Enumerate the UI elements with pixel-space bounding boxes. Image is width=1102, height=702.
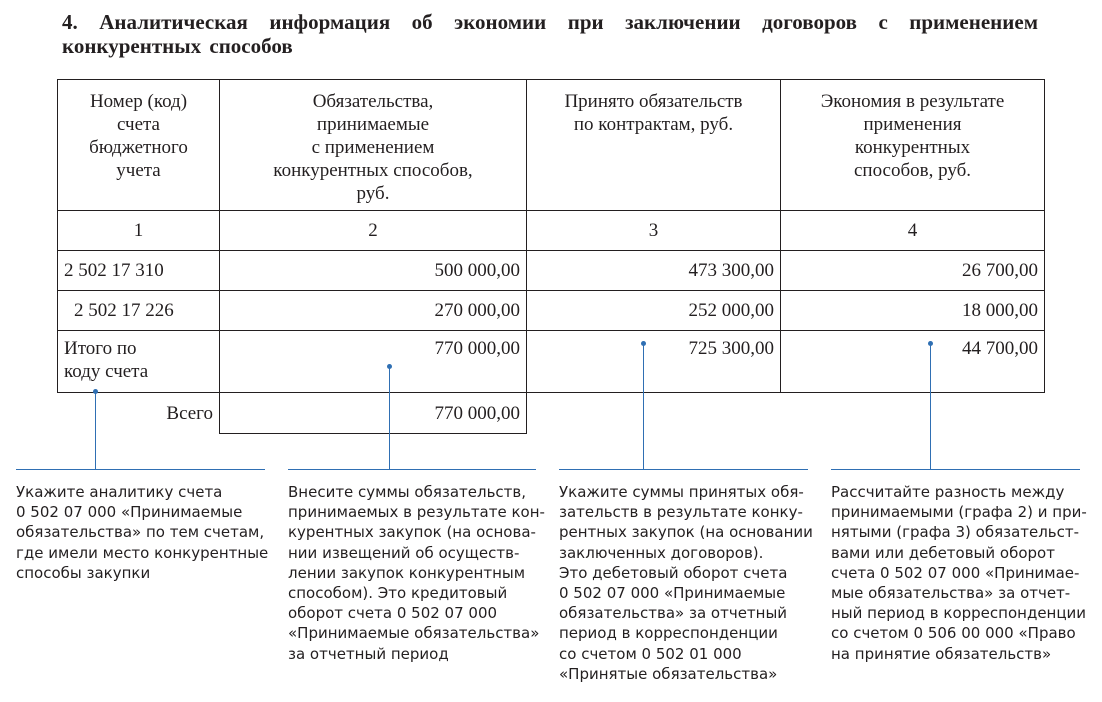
callout-line-1 [95, 391, 96, 470]
grand-total-row [58, 393, 1045, 434]
note-obligations: Внесите суммы обязательств, принимаемых в результате кон- курентных закупок (на основа- нии извещений об осуществ- лении закупок конкурентным способом). Это кредитовый оборот счета 0 502 07 000 «Принимаемые обязательства» за отчетный период [288, 483, 545, 663]
callout-line-2 [389, 366, 390, 470]
column-number: 2 [220, 211, 527, 251]
note-accepted: Укажите суммы принятых обя- зательств в результате конку- рентных закупок (на основании заключенных договоров). Это дебетовый оборот счета 0 502 07 000 «Принимаемые обязательства» за отчетный период в корреспонденции со счетом 0 502 01 000 «Принятые обязательства» [559, 483, 813, 683]
empty-cell [781, 393, 1045, 434]
accepted-cell: 473 300,00 [527, 251, 781, 291]
grand-total-obligations: 770 000,00 [220, 393, 527, 434]
empty-cell [527, 393, 781, 434]
callout-rule-4 [831, 469, 1080, 470]
header-obligations: Обязательства, принимаемые с применением конкурентных способов, руб. [220, 80, 527, 211]
column-number: 1 [58, 211, 220, 251]
subtotal-label: Итого по коду счета [58, 331, 220, 393]
header-account-code: Номер (код) счета бюджетного учета [58, 80, 220, 211]
header-accepted: Принято обязательств по контрактам, руб. [527, 80, 781, 211]
obligations-cell: 270 000,00 [220, 291, 527, 331]
table-row [58, 291, 1045, 331]
callout-rule-3 [559, 469, 808, 470]
header-savings: Экономия в результате применения конкурентных способов, руб. [781, 80, 1045, 211]
subtotal-accepted: 725 300,00 [527, 331, 781, 393]
table-header-row [58, 80, 1045, 211]
callout-line-3 [643, 343, 644, 470]
grand-total-label: Всего [58, 393, 220, 434]
accepted-cell: 252 000,00 [527, 291, 781, 331]
subtotal-row [58, 331, 1045, 393]
callout-rule-2 [288, 469, 536, 470]
account-code-cell: 2 502 17 310 [58, 251, 220, 291]
column-number: 3 [527, 211, 781, 251]
account-code-cell: 2 502 17 226 [58, 291, 220, 331]
savings-cell: 26 700,00 [781, 251, 1045, 291]
callout-rule-1 [16, 469, 265, 470]
subtotal-savings: 44 700,00 [781, 331, 1045, 393]
section-heading: 4. Аналитическая информация об экономии при заключении договоров с применением конкурентных способов [62, 10, 1038, 58]
note-savings: Рассчитайте разность между принимаемыми (графа 2) и при- нятыми (графа 3) обязательст- вами или дебетовый оборот счета 0 502 07 000 «Принимае- мые обязательства» за отчет- ный период в корреспонденции со счетом 0 506 00 000 «Право на принятие обязательств» [831, 483, 1087, 663]
column-number: 4 [781, 211, 1045, 251]
table-row [58, 251, 1045, 291]
column-number-row [58, 211, 1045, 251]
callout-line-4 [930, 343, 931, 470]
savings-cell: 18 000,00 [781, 291, 1045, 331]
note-account-analytics: Укажите аналитику счета 0 502 07 000 «Принимаемые обязательства» по тем счетам, где имели место конкурентные способы закупки [16, 483, 269, 582]
savings-table [57, 79, 1045, 434]
obligations-cell: 500 000,00 [220, 251, 527, 291]
subtotal-obligations: 770 000,00 [220, 331, 527, 393]
